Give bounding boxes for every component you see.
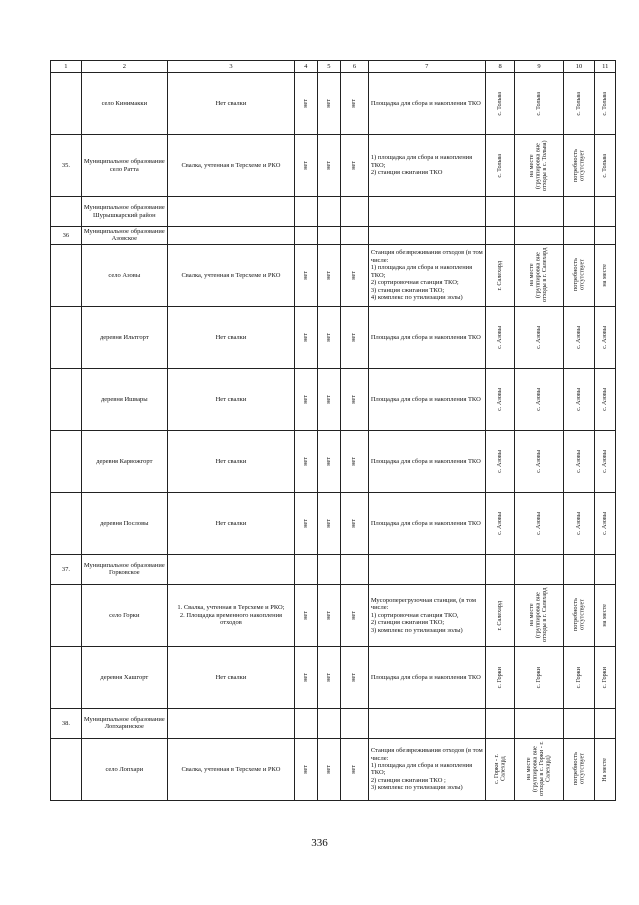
- header-cell: 4: [295, 61, 318, 73]
- empty-cell: [563, 554, 595, 584]
- col10-location-text: потребность отсутствует: [571, 258, 586, 292]
- col6-value: [341, 584, 369, 646]
- facility-description: Мусороперегрузочная станция, (в том числе: 1) сортировочная станция ТКО, 2) станция сжигания ТКО; 3) комплекс по утилизации золы): [368, 584, 485, 646]
- col8-location-text: с. Тольва: [495, 153, 503, 178]
- col8-location: [485, 135, 515, 197]
- landfill-status: Свалка, учтенная в Терсхеме и РКО: [167, 738, 294, 800]
- row-number: [51, 244, 82, 306]
- col9-location-text: с. Азовы: [534, 387, 542, 411]
- page-number: 336: [311, 837, 328, 849]
- col9-location: [515, 738, 563, 800]
- col5-value: [317, 646, 341, 708]
- col11-location: [595, 492, 616, 554]
- col9-location: [515, 306, 563, 368]
- empty-cell: [295, 554, 318, 584]
- row-number: [51, 646, 82, 708]
- col9-location-text: с. Тольва: [534, 91, 542, 116]
- col10-location: [563, 368, 595, 430]
- col10-location-text: потребность отсутствует: [571, 752, 586, 786]
- col10-location: [563, 135, 595, 197]
- col6-value-text: нет: [350, 99, 358, 108]
- empty-cell: [595, 227, 616, 245]
- settlement-row: [51, 244, 616, 306]
- header-cell: 2: [81, 61, 167, 73]
- settlement-name: село Лопхари: [81, 738, 167, 800]
- settlement-row: [51, 492, 616, 554]
- col4-value-text: нет: [301, 333, 309, 342]
- empty-cell: [167, 708, 294, 738]
- row-number: [51, 197, 82, 227]
- empty-cell: [595, 708, 616, 738]
- col8-location-text: с. Азовы: [495, 511, 503, 535]
- settlement-name: село Азовы: [81, 244, 167, 306]
- empty-cell: [295, 197, 318, 227]
- empty-cell: [167, 554, 294, 584]
- empty-cell: [368, 197, 485, 227]
- col10-location-text: потребность отсутствует: [571, 149, 586, 182]
- row-number: [51, 368, 82, 430]
- row-number: [51, 73, 82, 135]
- col4-value: [295, 738, 318, 800]
- col4-value: [295, 430, 318, 492]
- col5-value: [317, 738, 341, 800]
- facility-description: Площадка для сбора и накопления ТКО: [368, 368, 485, 430]
- facility-description: Площадка для сбора и накопления ТКО: [368, 430, 485, 492]
- empty-cell: [317, 197, 341, 227]
- col5-value-text: нет: [324, 457, 332, 466]
- col11-location-text: На месте: [600, 757, 608, 782]
- col9-location-text: на месте (группировка вне отходы в с. Тольва): [528, 140, 549, 191]
- settlement-row: [51, 135, 616, 197]
- col4-value: [295, 135, 318, 197]
- header-cell: 10: [563, 61, 595, 73]
- col4-value-text: нет: [301, 99, 309, 108]
- col8-location: [485, 738, 515, 800]
- landfill-status: Нет свалки: [167, 368, 294, 430]
- settlement-row: [51, 646, 616, 708]
- col8-location: [485, 492, 515, 554]
- col8-location-text: г. Салехард: [495, 260, 503, 291]
- col5-value-text: нет: [324, 395, 332, 404]
- col11-location: [595, 430, 616, 492]
- col5-value-text: нет: [324, 333, 332, 342]
- col9-location-text: с. Азовы: [534, 325, 542, 349]
- col11-location: [595, 135, 616, 197]
- col6-value: [341, 738, 369, 800]
- col10-location: [563, 244, 595, 306]
- col5-value: [317, 244, 341, 306]
- col8-location-text: с. Горки: [495, 666, 503, 689]
- col10-location-text: потребность отсутствует: [571, 598, 586, 632]
- col11-location: [595, 584, 616, 646]
- municipality-row: [51, 554, 616, 584]
- col6-value-text: нет: [350, 611, 358, 620]
- col10-location: [563, 306, 595, 368]
- municipality-row: [51, 708, 616, 738]
- col11-location-text: с. Азовы: [600, 387, 608, 411]
- col4-value-text: нет: [301, 611, 309, 620]
- empty-cell: [167, 197, 294, 227]
- col11-location-text: с. Тольва: [600, 153, 608, 178]
- col8-location-text: с. Горки - г. Салехард: [492, 754, 507, 785]
- empty-cell: [368, 227, 485, 245]
- col5-value: [317, 430, 341, 492]
- col8-location: [485, 368, 515, 430]
- col10-location: [563, 430, 595, 492]
- settlement-name: село Кинимакки: [81, 73, 167, 135]
- settlement-name: село Горки: [81, 584, 167, 646]
- col11-location: [595, 73, 616, 135]
- col4-value: [295, 306, 318, 368]
- col9-location: [515, 368, 563, 430]
- col11-location: [595, 306, 616, 368]
- empty-cell: [595, 554, 616, 584]
- empty-cell: [515, 227, 563, 245]
- col6-value-text: нет: [350, 765, 358, 774]
- col5-value-text: нет: [324, 611, 332, 620]
- col4-value-text: нет: [301, 673, 309, 682]
- col10-location-text: с. Азовы: [574, 511, 582, 535]
- col5-value-text: нет: [324, 271, 332, 280]
- empty-cell: [368, 554, 485, 584]
- col8-location-text: с. Азовы: [495, 325, 503, 349]
- header-cell: 9: [515, 61, 563, 73]
- empty-cell: [485, 197, 515, 227]
- col11-location: [595, 646, 616, 708]
- col8-location: [485, 584, 515, 646]
- landfill-status: Нет свалки: [167, 73, 294, 135]
- col4-value: [295, 73, 318, 135]
- empty-cell: [317, 708, 341, 738]
- col9-location: [515, 646, 563, 708]
- col9-location-text: с. Горки: [534, 666, 542, 689]
- landfill-status: Нет свалки: [167, 492, 294, 554]
- col10-location: [563, 738, 595, 800]
- col10-location-text: с. Азовы: [574, 387, 582, 411]
- empty-cell: [515, 554, 563, 584]
- empty-cell: [515, 708, 563, 738]
- settlement-row: [51, 73, 616, 135]
- facility-description: Станция обезвреживания отходов (в том числе: 1) площадка для сбора и накопления ТКО; 2) сортировочная станция ТКО; 3) станция сжигания ТКО; 4) комплекс по утилизации золы): [368, 244, 485, 306]
- col11-location: [595, 368, 616, 430]
- landfill-status: 1. Свалка, учтенная в Терсхеме и РКО; 2. Площадка временного накопления отходов: [167, 584, 294, 646]
- col10-location: [563, 584, 595, 646]
- col4-value-text: нет: [301, 519, 309, 528]
- empty-cell: [341, 708, 369, 738]
- empty-cell: [341, 227, 369, 245]
- empty-cell: [295, 708, 318, 738]
- row-number: 36: [51, 227, 82, 245]
- col9-location-text: на месте (группировка вне отходы в г. Салехард: [528, 248, 549, 303]
- row-number: 38.: [51, 708, 82, 738]
- facility-description: Площадка для сбора и накопления ТКО: [368, 492, 485, 554]
- col11-location-text: на месте: [600, 264, 608, 287]
- municipality-row: [51, 197, 616, 227]
- col4-value-text: нет: [301, 395, 309, 404]
- col5-value-text: нет: [324, 765, 332, 774]
- col6-value-text: нет: [350, 395, 358, 404]
- col8-location-text: с. Азовы: [495, 449, 503, 473]
- col4-value: [295, 584, 318, 646]
- col5-value-text: нет: [324, 99, 332, 108]
- col10-location: [563, 646, 595, 708]
- col8-location: [485, 306, 515, 368]
- col5-value-text: нет: [324, 519, 332, 528]
- col10-location-text: с. Тольва: [574, 91, 582, 116]
- col10-location-text: с. Азовы: [574, 325, 582, 349]
- empty-cell: [295, 227, 318, 245]
- col4-value: [295, 646, 318, 708]
- col8-location-text: с. Тольва: [495, 91, 503, 116]
- col6-value: [341, 306, 369, 368]
- col9-location-text: на месте (группировка вне отходы в г. Салехард: [528, 588, 549, 643]
- col11-location-text: с. Азовы: [600, 511, 608, 535]
- settlement-row: [51, 738, 616, 800]
- settlement-name: деревня Карвожгорт: [81, 430, 167, 492]
- header-cell: 7: [368, 61, 485, 73]
- col5-value-text: нет: [324, 673, 332, 682]
- settlement-name: деревня Ишвары: [81, 368, 167, 430]
- col6-value-text: нет: [350, 271, 358, 280]
- col5-value-text: нет: [324, 161, 332, 170]
- landfill-status: Нет свалки: [167, 430, 294, 492]
- col6-value-text: нет: [350, 519, 358, 528]
- settlement-name: Муниципальное образование Горковское: [81, 554, 167, 584]
- col6-value: [341, 244, 369, 306]
- col11-location-text: на месте: [600, 604, 608, 627]
- col4-value: [295, 244, 318, 306]
- facility-description: Площадка для сбора и накопления ТКО: [368, 646, 485, 708]
- landfill-status: Нет свалки: [167, 646, 294, 708]
- col8-location-text: с. Азовы: [495, 387, 503, 411]
- empty-cell: [317, 227, 341, 245]
- empty-cell: [341, 554, 369, 584]
- col6-value-text: нет: [350, 161, 358, 170]
- row-number: [51, 492, 82, 554]
- col6-value: [341, 646, 369, 708]
- settlement-name: деревня Пословы: [81, 492, 167, 554]
- header-cell: 5: [317, 61, 341, 73]
- col8-location: [485, 430, 515, 492]
- empty-cell: [595, 197, 616, 227]
- col6-value: [341, 368, 369, 430]
- empty-cell: [485, 554, 515, 584]
- settlement-row: [51, 430, 616, 492]
- landfill-status: Свалка, учтенная в Терсхеме и РКО: [167, 244, 294, 306]
- header-cell: 11: [595, 61, 616, 73]
- col8-location-text: г. Салехард: [495, 600, 503, 631]
- col9-location-text: с. Азовы: [534, 511, 542, 535]
- col8-location: [485, 646, 515, 708]
- col11-location-text: с. Азовы: [600, 449, 608, 473]
- empty-cell: [317, 554, 341, 584]
- settlement-name: Муниципальное образование Лопхаринское: [81, 708, 167, 738]
- col11-location: [595, 738, 616, 800]
- col4-value: [295, 368, 318, 430]
- landfill-status: Свалка, учтенная в Терсхеме и РКО: [167, 135, 294, 197]
- col10-location-text: с. Горки: [574, 666, 582, 689]
- col9-location-text: с. Азовы: [534, 449, 542, 473]
- col10-location-text: с. Азовы: [574, 449, 582, 473]
- facility-description: Площадка для сбора и накопления ТКО: [368, 306, 485, 368]
- empty-cell: [485, 227, 515, 245]
- header-cell: 8: [485, 61, 515, 73]
- col5-value: [317, 135, 341, 197]
- col4-value-text: нет: [301, 161, 309, 170]
- facility-description: Площадка для сбора и накопления ТКО: [368, 73, 485, 135]
- col9-location-text: на месте (группировка вне отходы в с. Горки - г. Салехард): [525, 742, 552, 797]
- col9-location: [515, 135, 563, 197]
- col5-value: [317, 306, 341, 368]
- col10-location: [563, 73, 595, 135]
- settlement-name: деревня Хашгорт: [81, 646, 167, 708]
- col6-value-text: нет: [350, 673, 358, 682]
- col4-value-text: нет: [301, 765, 309, 774]
- col11-location: [595, 244, 616, 306]
- row-number: [51, 738, 82, 800]
- col6-value-text: нет: [350, 457, 358, 466]
- empty-cell: [341, 197, 369, 227]
- col6-value: [341, 430, 369, 492]
- row-number: 37.: [51, 554, 82, 584]
- empty-cell: [368, 708, 485, 738]
- header-cell: 6: [341, 61, 369, 73]
- settlement-name: Муниципальное образование Шурышкарский район: [81, 197, 167, 227]
- col5-value: [317, 368, 341, 430]
- header-cell: 1: [51, 61, 82, 73]
- col6-value: [341, 492, 369, 554]
- col9-location: [515, 492, 563, 554]
- settlement-name: Муниципальное образование Азовское: [81, 227, 167, 245]
- col6-value: [341, 73, 369, 135]
- col4-value: [295, 492, 318, 554]
- empty-cell: [167, 227, 294, 245]
- empty-cell: [563, 708, 595, 738]
- waste-facility-table: [50, 60, 616, 801]
- row-number: 35.: [51, 135, 82, 197]
- settlement-row: [51, 584, 616, 646]
- col9-location: [515, 73, 563, 135]
- row-number: [51, 584, 82, 646]
- row-number: [51, 430, 82, 492]
- col9-location: [515, 430, 563, 492]
- col10-location: [563, 492, 595, 554]
- empty-cell: [485, 708, 515, 738]
- col5-value: [317, 73, 341, 135]
- facility-description: Станция обезвреживания отходов (в том числе: 1) площадка для сбора и накопления ТКО; 2) станция сжигания ТКО ; 3) комплекс по утилизации золы): [368, 738, 485, 800]
- col11-location-text: с. Тольва: [600, 91, 608, 116]
- empty-cell: [563, 227, 595, 245]
- col8-location: [485, 244, 515, 306]
- col4-value-text: нет: [301, 271, 309, 280]
- col9-location: [515, 244, 563, 306]
- col5-value: [317, 492, 341, 554]
- empty-cell: [563, 197, 595, 227]
- settlement-row: [51, 368, 616, 430]
- col5-value: [317, 584, 341, 646]
- col6-value: [341, 135, 369, 197]
- header-cell: 3: [167, 61, 294, 73]
- col11-location-text: с. Азовы: [600, 325, 608, 349]
- settlement-row: [51, 306, 616, 368]
- settlement-name: деревня Ильтгорт: [81, 306, 167, 368]
- facility-description: 1) площадка для сбора и накопления ТКО; 2) станция сжигания ТКО: [368, 135, 485, 197]
- settlement-name: Муниципальное образование село Ратта: [81, 135, 167, 197]
- empty-cell: [515, 197, 563, 227]
- municipality-row: [51, 227, 616, 245]
- header-row: [51, 61, 616, 73]
- landfill-status: Нет свалки: [167, 306, 294, 368]
- col11-location-text: с. Горки: [600, 666, 608, 689]
- col6-value-text: нет: [350, 333, 358, 342]
- row-number: [51, 306, 82, 368]
- col8-location: [485, 73, 515, 135]
- col9-location: [515, 584, 563, 646]
- col4-value-text: нет: [301, 457, 309, 466]
